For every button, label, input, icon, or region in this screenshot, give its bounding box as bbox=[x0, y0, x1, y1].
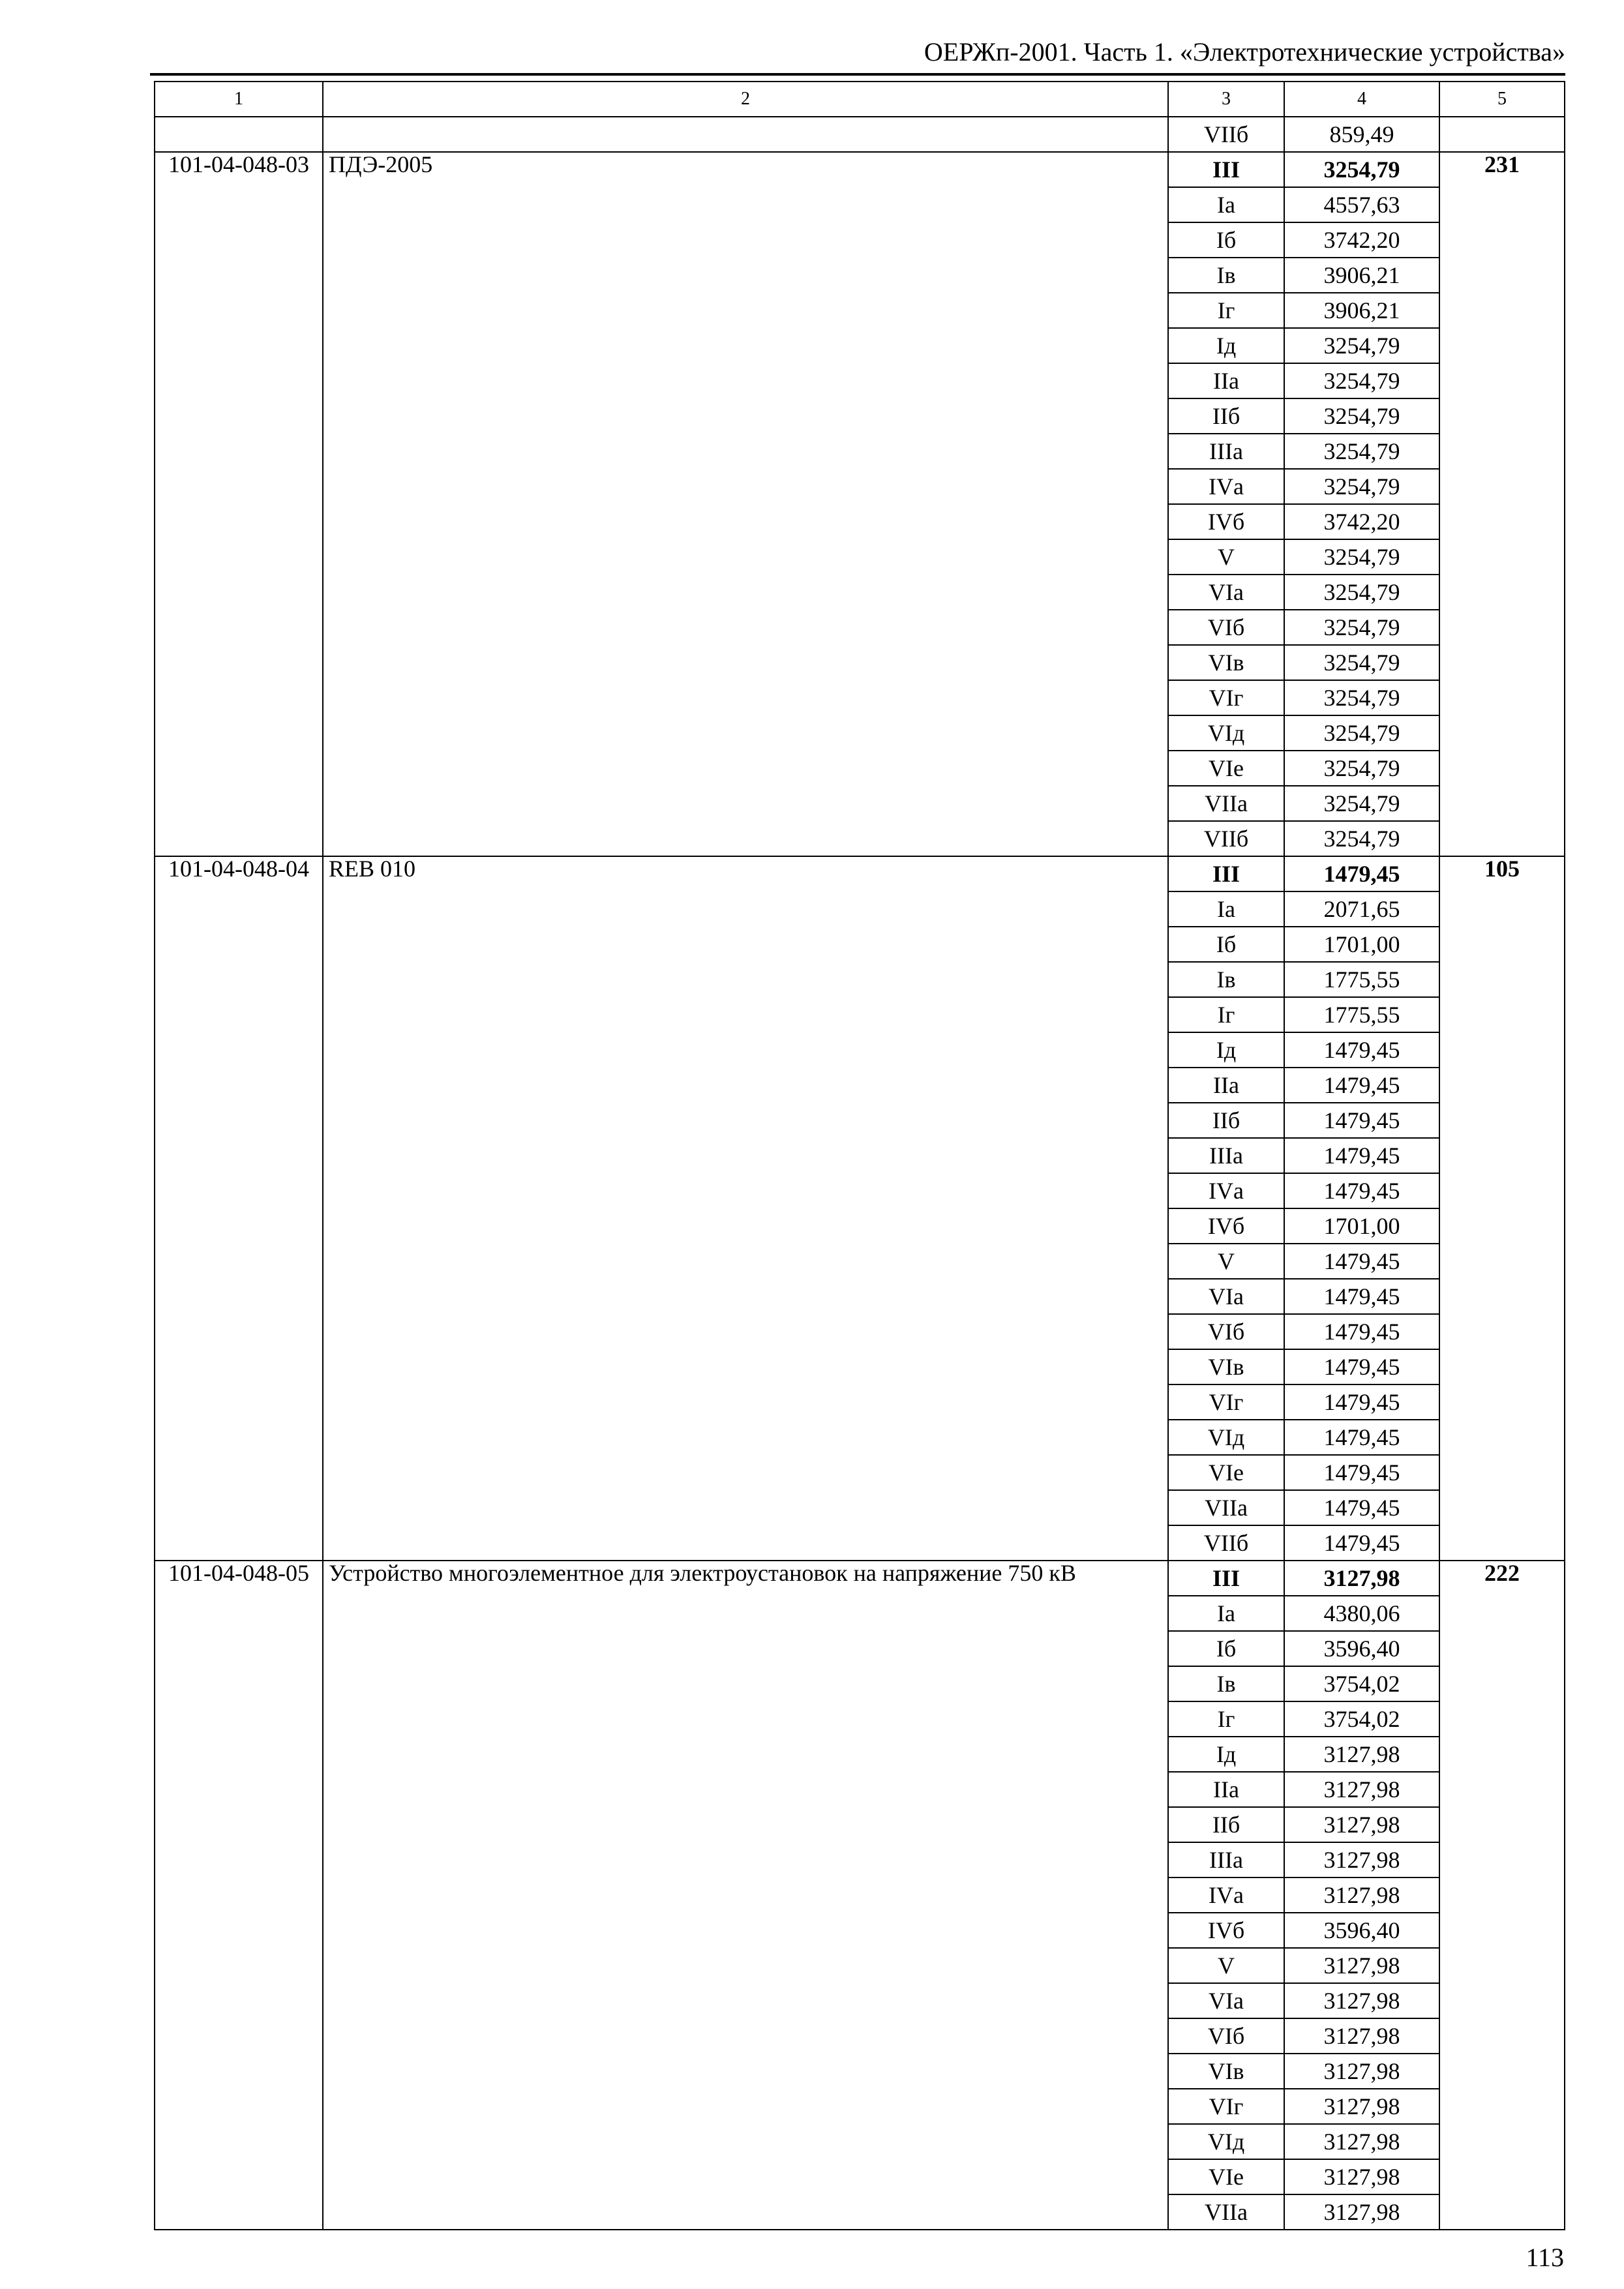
zone-cell: IVа bbox=[1168, 469, 1284, 504]
value-cell: 1775,55 bbox=[1284, 962, 1439, 997]
value-cell: 3127,98 bbox=[1284, 2194, 1439, 2230]
zone-cell: VIв bbox=[1168, 1349, 1284, 1384]
zone-cell: IIIа bbox=[1168, 434, 1284, 469]
carry-over-row bbox=[155, 117, 1565, 152]
value-cell: 4557,63 bbox=[1284, 187, 1439, 222]
value-cell: 3127,98 bbox=[1284, 1983, 1439, 2018]
zone-cell: VIб bbox=[1168, 2018, 1284, 2054]
value-cell: 3596,40 bbox=[1284, 1913, 1439, 1948]
value-cell: 3127,98 bbox=[1284, 1842, 1439, 1878]
zone-cell: VIв bbox=[1168, 2054, 1284, 2089]
value-cell: 1479,45 bbox=[1284, 1314, 1439, 1349]
value-cell: 859,49 bbox=[1284, 117, 1439, 152]
zone-cell: VIIб bbox=[1168, 1525, 1284, 1561]
col5-cell: 222 bbox=[1439, 1561, 1565, 2230]
zone-cell: Iв bbox=[1168, 962, 1284, 997]
value-cell: 3127,98 bbox=[1284, 2124, 1439, 2159]
zone-cell: VIд bbox=[1168, 2124, 1284, 2159]
value-cell: 3254,79 bbox=[1284, 786, 1439, 821]
zone-cell: IVа bbox=[1168, 1878, 1284, 1913]
zone-cell: IVа bbox=[1168, 1173, 1284, 1208]
header-rule bbox=[150, 73, 1565, 76]
code-cell: 101-04-048-04 bbox=[155, 856, 323, 1561]
zone-cell: VIг bbox=[1168, 1384, 1284, 1420]
zone-cell: III bbox=[1168, 856, 1284, 891]
entry-head-row bbox=[155, 856, 1565, 891]
zone-cell: IVб bbox=[1168, 504, 1284, 539]
zone-cell: Iв bbox=[1168, 258, 1284, 293]
zone-cell: V bbox=[1168, 539, 1284, 575]
zone-cell: VIIб bbox=[1168, 821, 1284, 856]
value-cell: 3254,79 bbox=[1284, 645, 1439, 680]
value-cell: 3127,98 bbox=[1284, 2054, 1439, 2089]
value-cell: 3254,79 bbox=[1284, 434, 1439, 469]
zone-cell: Iб bbox=[1168, 1631, 1284, 1666]
value-cell: 1479,45 bbox=[1284, 1349, 1439, 1384]
value-cell: 3127,98 bbox=[1284, 2018, 1439, 2054]
zone-cell: Iв bbox=[1168, 1666, 1284, 1701]
zone-cell: VIв bbox=[1168, 645, 1284, 680]
value-cell: 3742,20 bbox=[1284, 222, 1439, 258]
value-cell: 3254,79 bbox=[1284, 469, 1439, 504]
name-cell: REB 010 bbox=[323, 856, 1168, 1561]
zone-cell: IIа bbox=[1168, 1772, 1284, 1807]
zone-cell: VIIб bbox=[1168, 117, 1284, 152]
zone-cell: IIIа bbox=[1168, 1842, 1284, 1878]
zone-cell: III bbox=[1168, 152, 1284, 187]
zone-cell: IVб bbox=[1168, 1913, 1284, 1948]
value-cell: 3127,98 bbox=[1284, 2089, 1439, 2124]
value-cell: 2071,65 bbox=[1284, 891, 1439, 927]
value-cell: 1479,45 bbox=[1284, 1032, 1439, 1068]
zone-cell: Iа bbox=[1168, 187, 1284, 222]
zone-cell: VIIа bbox=[1168, 1490, 1284, 1525]
zone-cell: IVб bbox=[1168, 1208, 1284, 1244]
value-cell: 3596,40 bbox=[1284, 1631, 1439, 1666]
col5-cell: 105 bbox=[1439, 856, 1565, 1561]
zone-cell: VIг bbox=[1168, 2089, 1284, 2124]
value-cell: 1479,45 bbox=[1284, 1384, 1439, 1420]
zone-cell: VIд bbox=[1168, 715, 1284, 751]
value-cell: 1479,45 bbox=[1284, 1279, 1439, 1314]
value-cell: 3254,79 bbox=[1284, 751, 1439, 786]
column-number: 4 bbox=[1284, 82, 1439, 117]
zone-cell: IIа bbox=[1168, 1068, 1284, 1103]
value-cell: 3254,79 bbox=[1284, 610, 1439, 645]
entry-head-row bbox=[155, 152, 1565, 187]
column-number: 2 bbox=[323, 82, 1168, 117]
zone-cell: Iа bbox=[1168, 1596, 1284, 1631]
zone-cell: IIа bbox=[1168, 363, 1284, 398]
value-cell: 3127,98 bbox=[1284, 1878, 1439, 1913]
value-cell: 1479,45 bbox=[1284, 1173, 1439, 1208]
zone-cell: VIб bbox=[1168, 1314, 1284, 1349]
price-table bbox=[154, 81, 1565, 2230]
page-number: 113 bbox=[1526, 2243, 1564, 2272]
zone-cell: VIе bbox=[1168, 1455, 1284, 1490]
value-cell: 3254,79 bbox=[1284, 363, 1439, 398]
zone-cell: VIа bbox=[1168, 1983, 1284, 2018]
zone-cell: Iд bbox=[1168, 1032, 1284, 1068]
value-cell: 3906,21 bbox=[1284, 258, 1439, 293]
name-cell: ПДЭ-2005 bbox=[323, 152, 1168, 856]
value-cell: 3906,21 bbox=[1284, 293, 1439, 328]
value-cell: 1479,45 bbox=[1284, 1244, 1439, 1279]
value-cell: 1479,45 bbox=[1284, 1138, 1439, 1173]
value-cell: 3127,98 bbox=[1284, 1737, 1439, 1772]
zone-cell: V bbox=[1168, 1948, 1284, 1983]
value-cell: 1775,55 bbox=[1284, 997, 1439, 1032]
page-header: ОЕРЖп-2001. Часть 1. «Электротехнические устройства» bbox=[924, 37, 1565, 67]
value-cell: 3754,02 bbox=[1284, 1701, 1439, 1737]
zone-cell: Iб bbox=[1168, 927, 1284, 962]
zone-cell: IIIа bbox=[1168, 1138, 1284, 1173]
value-cell: 1701,00 bbox=[1284, 1208, 1439, 1244]
zone-cell: III bbox=[1168, 1561, 1284, 1596]
value-cell: 1479,45 bbox=[1284, 1103, 1439, 1138]
value-cell: 3127,98 bbox=[1284, 2159, 1439, 2194]
zone-cell: IIб bbox=[1168, 1103, 1284, 1138]
value-cell: 1479,45 bbox=[1284, 1490, 1439, 1525]
entry-head-row bbox=[155, 1561, 1565, 1596]
zone-cell: Iд bbox=[1168, 1737, 1284, 1772]
value-cell: 3254,79 bbox=[1284, 398, 1439, 434]
value-cell: 1701,00 bbox=[1284, 927, 1439, 962]
value-cell: 3754,02 bbox=[1284, 1666, 1439, 1701]
code-cell bbox=[155, 117, 323, 152]
zone-cell: VIб bbox=[1168, 610, 1284, 645]
column-number: 5 bbox=[1439, 82, 1565, 117]
zone-cell: IIб bbox=[1168, 1807, 1284, 1842]
value-cell: 1479,45 bbox=[1284, 1455, 1439, 1490]
value-cell: 3127,98 bbox=[1284, 1948, 1439, 1983]
col5-cell bbox=[1439, 117, 1565, 152]
zone-cell: VIа bbox=[1168, 575, 1284, 610]
value-cell: 3127,98 bbox=[1284, 1561, 1439, 1596]
zone-cell: VIIа bbox=[1168, 786, 1284, 821]
value-cell: 1479,45 bbox=[1284, 1525, 1439, 1561]
zone-cell: Iб bbox=[1168, 222, 1284, 258]
value-cell: 3254,79 bbox=[1284, 821, 1439, 856]
zone-cell: Iг bbox=[1168, 1701, 1284, 1737]
zone-cell: Iг bbox=[1168, 997, 1284, 1032]
column-number-row bbox=[155, 82, 1565, 117]
value-cell: 1479,45 bbox=[1284, 1068, 1439, 1103]
zone-cell: VIе bbox=[1168, 751, 1284, 786]
code-cell: 101-04-048-05 bbox=[155, 1561, 323, 2230]
zone-cell: IIб bbox=[1168, 398, 1284, 434]
column-number: 3 bbox=[1168, 82, 1284, 117]
zone-cell: Iг bbox=[1168, 293, 1284, 328]
column-number: 1 bbox=[155, 82, 323, 117]
name-cell: Устройство многоэлементное для электроустановок на напряжение 750 кВ bbox=[323, 1561, 1168, 2230]
zone-cell: VIа bbox=[1168, 1279, 1284, 1314]
code-cell: 101-04-048-03 bbox=[155, 152, 323, 856]
col5-cell: 231 bbox=[1439, 152, 1565, 856]
zone-cell: V bbox=[1168, 1244, 1284, 1279]
value-cell: 3742,20 bbox=[1284, 504, 1439, 539]
value-cell: 3127,98 bbox=[1284, 1772, 1439, 1807]
value-cell: 3127,98 bbox=[1284, 1807, 1439, 1842]
value-cell: 1479,45 bbox=[1284, 1420, 1439, 1455]
zone-cell: VIг bbox=[1168, 680, 1284, 715]
zone-cell: VIе bbox=[1168, 2159, 1284, 2194]
value-cell: 3254,79 bbox=[1284, 328, 1439, 363]
value-cell: 4380,06 bbox=[1284, 1596, 1439, 1631]
value-cell: 3254,79 bbox=[1284, 680, 1439, 715]
table-body bbox=[155, 82, 1565, 2230]
value-cell: 3254,79 bbox=[1284, 575, 1439, 610]
value-cell: 1479,45 bbox=[1284, 856, 1439, 891]
zone-cell: Iа bbox=[1168, 891, 1284, 927]
value-cell: 3254,79 bbox=[1284, 715, 1439, 751]
zone-cell: VIд bbox=[1168, 1420, 1284, 1455]
value-cell: 3254,79 bbox=[1284, 539, 1439, 575]
zone-cell: Iд bbox=[1168, 328, 1284, 363]
value-cell: 3254,79 bbox=[1284, 152, 1439, 187]
name-cell bbox=[323, 117, 1168, 152]
zone-cell: VIIа bbox=[1168, 2194, 1284, 2230]
